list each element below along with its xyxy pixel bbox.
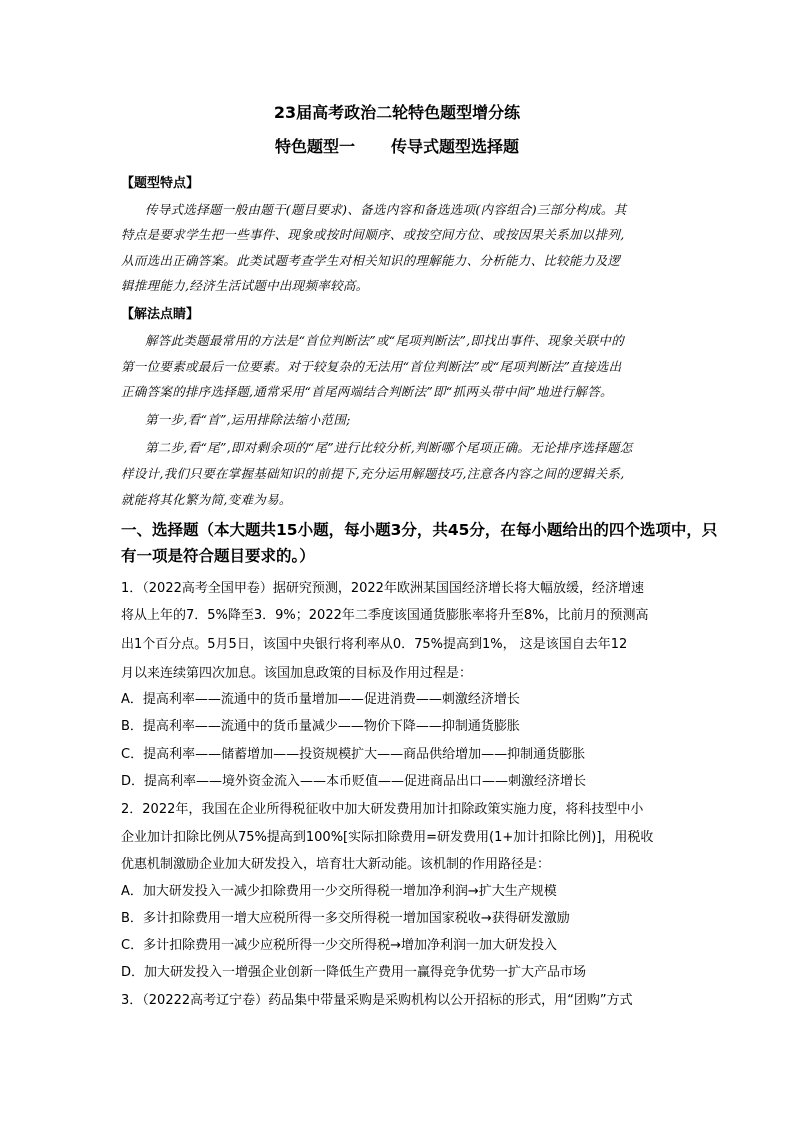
method-line: 就能将其化繁为简,变难为易。 xyxy=(121,492,292,507)
features-line: 辑推理能力,经济生活试题中出现频率较高。 xyxy=(121,278,369,293)
method-line: 正确答案的排序选择题,通常采用“首尾两端结合判断法”即“抓两头带中间”地进行解答。 xyxy=(121,384,613,399)
method-line: 解答此类题最常用的方法是“首位判断法”或“尾项判断法”,即找出事件、现象关联中的 xyxy=(145,333,625,348)
subtitle-part-label: 特色题型一 xyxy=(274,137,355,156)
question-1-option-b: B．提高利率——流通中的货币量减少——物价下降——抑制通货膨胀 xyxy=(121,719,520,734)
document-title: 23届高考政治二轮特色题型增分练 xyxy=(273,103,521,122)
features-line: 传导式选择题一般由题干(题目要求)、备选内容和备选选项(内容组合)三部分构成。其 xyxy=(145,202,627,217)
question-2-option-a: A．加大研发投入一减少扣除费用一少交所得税一增加净利润→扩大生产规模 xyxy=(121,884,557,899)
document-subtitle xyxy=(0,134,794,157)
question-1-option-a: A．提高利率——流通中的货币量增加——促进消费——刺激经济增长 xyxy=(121,692,520,707)
question-2-option-b: B．多计扣除费用一增大应税所得一多交所得税一增加国家税收→获得研发激励 xyxy=(121,911,570,926)
method-line: 第一位要素或最后一位要素。对于较复杂的无法用“首位判断法”或“尾项判断法”直接选出 xyxy=(121,359,622,374)
question-3-stem: 3．（20222高考辽宁卷）药品集中带量采购是采购机构以公开招标的形式，用“团购”方式 xyxy=(121,993,633,1008)
question-1-stem: 1．（2022高考全国甲卷）据研究预测，2022年欧洲某国国经济增长将大幅放缓，经济增速 xyxy=(121,581,644,596)
section-heading-cont: 有一项是符合题目要求的。） xyxy=(121,547,315,565)
method-heading: 【解法点睛】 xyxy=(121,307,200,322)
question-2-option-c: C．多计扣除费用一减少应税所得一少交所得税→增加净利润一加大研发投入 xyxy=(121,938,557,953)
features-heading: 【题型特点】 xyxy=(121,176,200,191)
section-heading: 一、选择题（本大题共15小题，每小题3分，共45分，在每小题给出的四个选项中，只 xyxy=(121,521,718,539)
question-1-stem: 出1个百分点。5月5日，该国中央银行将利率从0．75%提高到1%， 这是该国自去年12 xyxy=(121,637,628,652)
question-1-stem: 月以来连续第四次加息。该国加息政策的目标及作用过程是： xyxy=(121,666,473,681)
method-line: 样设计,我们只要在掌握基础知识的前提下,充分运用解题技巧,注意各内容之间的逻辑关系, xyxy=(121,466,625,481)
question-2-stem: 企业加计扣除比例从75%提高到100%[实际扣除费用=研发费用(1+加计扣除比例)]，用税收 xyxy=(121,830,654,845)
method-step-1: 第一步,看“首”,运用排除法缩小范围; xyxy=(145,412,351,427)
features-line: 特点是要求学生把一些事件、现象或按时间顺序、或按空间方位、或按因果关系加以排列, xyxy=(121,227,625,242)
question-2-stem: 2．2022年，我国在企业所得税征收中加大研发费用加计扣除政策实施力度，将科技型中小 xyxy=(121,802,644,817)
method-step-2: 第二步,看“尾”,即对剩余项的“尾”进行比较分析,判断哪个尾项正确。无论排序选择题怎 xyxy=(145,440,633,455)
subtitle-topic: 传导式题型选择题 xyxy=(391,137,520,156)
question-1-option-d: D．提高利率——境外资金流入——本币贬值——促进商品出口——刺激经济增长 xyxy=(121,774,587,789)
question-1-stem: 将从上年的7．5%降至3．9%；2022年二季度该国通货膨胀率将升至8%，比前月的预测高 xyxy=(121,608,649,623)
question-1-option-c: C．提高利率——储蓄增加——投资规模扩大——商品供给增加——抑制通货膨胀 xyxy=(121,747,586,762)
features-line: 从而选出正确答案。此类试题考查学生对相关知识的理解能力、分析能力、比较能力及逻 xyxy=(121,253,621,268)
question-2-stem: 优惠机制激励企业加大研发投入，培育壮大新动能。该机制的作用路径是： xyxy=(121,857,551,872)
question-2-option-d: D．加大研发投入一增强企业创新一降低生产费用一赢得竞争优势一扩大产品市场 xyxy=(121,965,587,980)
